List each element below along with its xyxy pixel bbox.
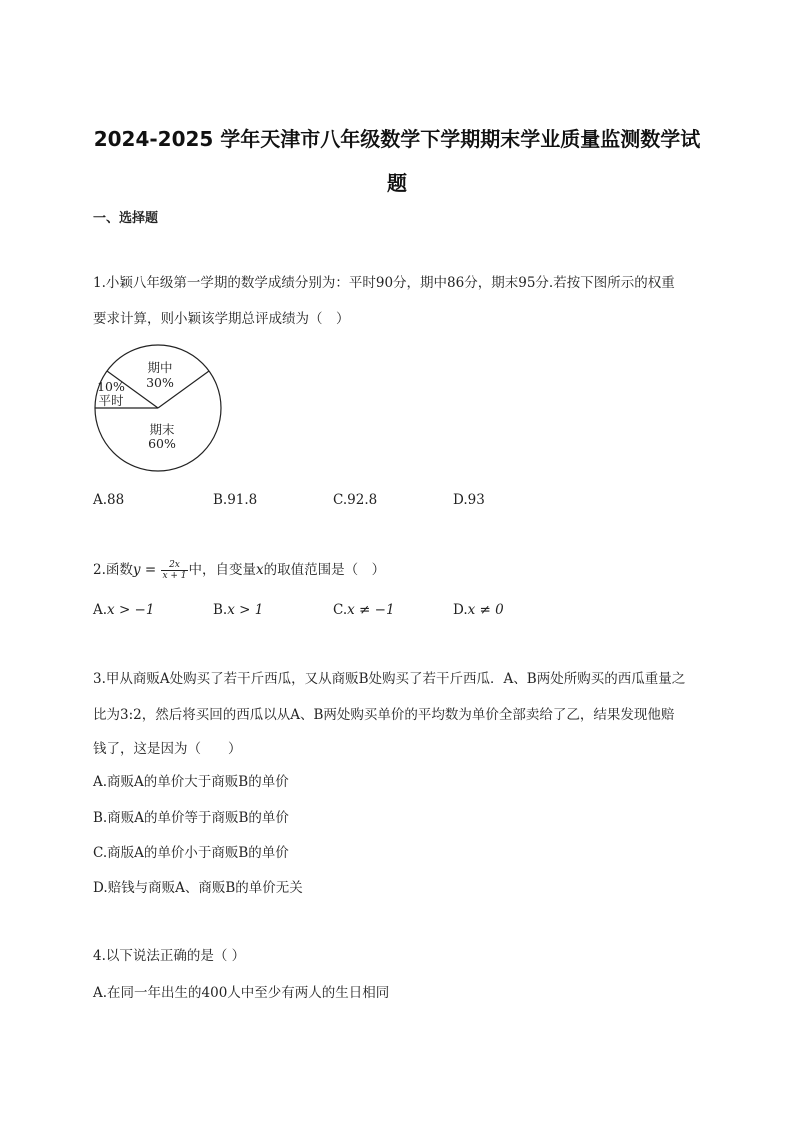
q3-option-c: C.商版A的单价小于商贩B的单价 bbox=[93, 845, 289, 861]
q2-fraction-denominator: x + 1 bbox=[162, 571, 187, 581]
q4-stem-line1: 4.以下说法正确的是（ ） bbox=[93, 948, 246, 964]
q2-fraction bbox=[161, 560, 187, 581]
q1-option-a: A.88 bbox=[93, 492, 125, 508]
q2-option-c-letter: C. bbox=[333, 602, 348, 618]
q3-stem-line1: 3.甲从商贩A处购买了若干斤西瓜，又从商贩B处购买了若干斤西瓜．A、B两处所购买的西瓜重量之 bbox=[93, 671, 686, 687]
section-heading-choice: 一、选择题 bbox=[93, 211, 159, 226]
q2-fraction-numerator: 2x bbox=[161, 560, 187, 571]
q2-option-d-math: x ≠ 0 bbox=[467, 602, 504, 618]
q1-pie-chart bbox=[88, 338, 228, 478]
q2-mid: 中，自变量 bbox=[188, 562, 257, 578]
q2-var-x: x bbox=[256, 562, 264, 578]
q2-option-b-letter: B. bbox=[213, 602, 228, 618]
pie-label-midterm-name: 期中 bbox=[147, 360, 173, 375]
q1-stem-line2: 要求计算，则小颖该学期总评成绩为（ ） bbox=[93, 311, 350, 327]
q2-option-b bbox=[213, 600, 263, 620]
q3-option-a: A.商贩A的单价大于商贩B的单价 bbox=[93, 774, 289, 790]
q3-option-d: D.赔钱与商贩A、商贩B的单价无关 bbox=[93, 880, 303, 896]
q1-option-d: D.93 bbox=[453, 492, 485, 508]
pie-label-final-percent: 60% bbox=[148, 436, 176, 451]
q2-option-a-letter: A. bbox=[93, 602, 108, 618]
pie-label-regular-name: 平时 bbox=[98, 393, 124, 408]
q3-stem-line3: 钱了，这是因为（ ） bbox=[93, 741, 242, 757]
pie-label-midterm-percent: 30% bbox=[146, 375, 174, 390]
q2-stem bbox=[93, 560, 385, 581]
q2-equals: = bbox=[140, 562, 161, 578]
q2-option-c-math: x ≠ −1 bbox=[347, 602, 395, 618]
q1-option-b: B.91.8 bbox=[213, 492, 258, 508]
q2-option-d bbox=[453, 600, 504, 620]
q2-option-c bbox=[333, 600, 395, 620]
q2-var-y: y bbox=[132, 562, 141, 578]
q2-option-a bbox=[93, 600, 154, 620]
q3-option-b: B.商贩A的单价等于商贩B的单价 bbox=[93, 810, 289, 826]
q2-option-a-math: x > −1 bbox=[107, 602, 155, 618]
q2-suffix: 的取值范围是（ ） bbox=[263, 562, 386, 578]
q2-option-b-math: x > 1 bbox=[227, 602, 264, 618]
q2-option-d-letter: D. bbox=[453, 602, 468, 618]
pie-label-regular-percent: 10% bbox=[97, 379, 125, 394]
pie-label-final-name: 期末 bbox=[149, 422, 175, 437]
q4-option-a: A.在同一年出生的400人中至少有两人的生日相同 bbox=[93, 985, 390, 1001]
q1-stem-line1: 1.小颖八年级第一学期的数学成绩分别为：平时90分，期中86分，期末95分.若按下图所示的权重 bbox=[93, 275, 675, 291]
document-title-line1: 2024-2025 学年天津市八年级数学下学期期末学业质量监测数学试 bbox=[93, 127, 701, 151]
q3-stem-line2: 比为3:2，然后将买回的西瓜以从A、B两处购买单价的平均数为单价全部卖给了乙，结果发现他赔 bbox=[93, 707, 675, 723]
q1-option-c: C.92.8 bbox=[333, 492, 378, 508]
document-title-line2: 题 bbox=[387, 171, 407, 195]
q2-prefix: 2.函数 bbox=[93, 562, 133, 578]
